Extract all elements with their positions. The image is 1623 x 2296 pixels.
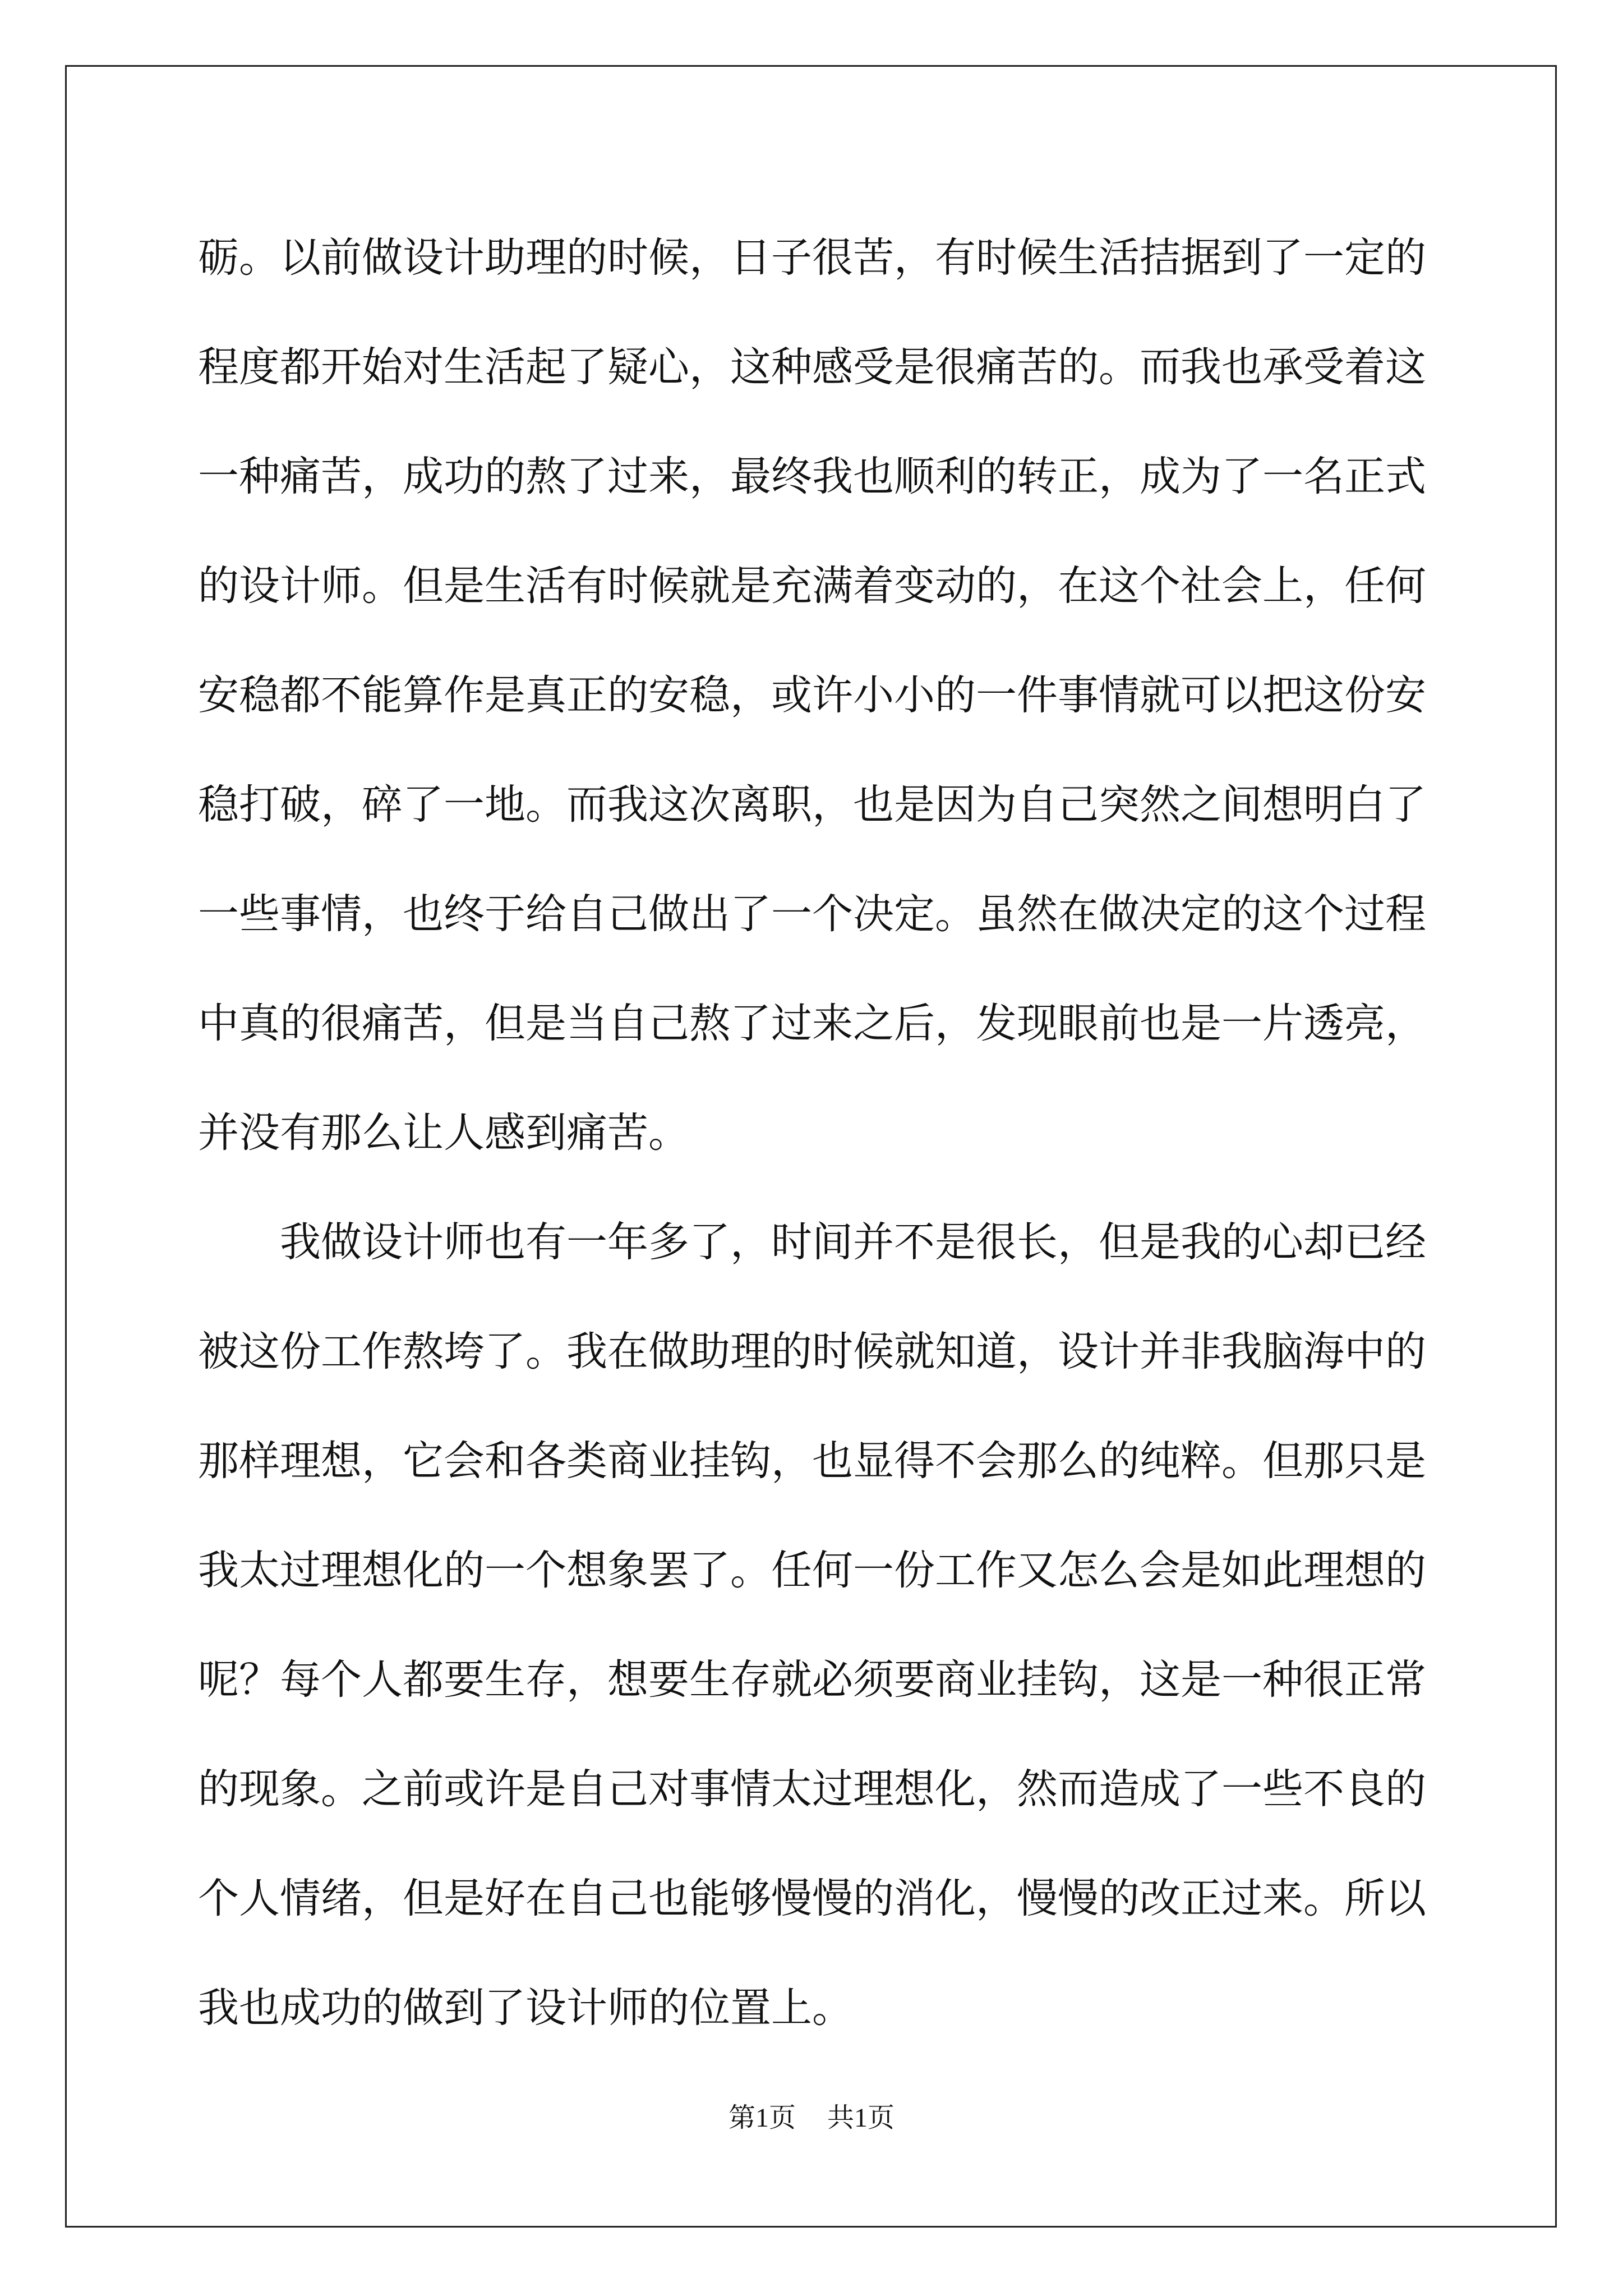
text-line: 稳打破，碎了一地。而我这次离职，也是因为自己突然之间想明白了 xyxy=(198,781,1426,829)
text-line: 中真的很痛苦，但是当自己熬了过来之后，发现眼前也是一片透亮， xyxy=(198,1000,1426,1047)
page-number: 第1页 xyxy=(728,2103,796,2133)
text-line: 一种痛苦，成功的熬了过来，最终我也顺利的转正，成为了一名正式 xyxy=(198,453,1426,500)
text-line: 我也成功的做到了设计师的位置上。 xyxy=(198,1984,853,2032)
text-line: 一些事情，也终于给自己做出了一个决定。虽然在做决定的这个过程 xyxy=(198,890,1426,938)
text-line: 程度都开始对生活起了疑心，这种感受是很痛苦的。而我也承受着这 xyxy=(198,343,1426,391)
text-line: 砺。以前做设计助理的时候，日子很苦，有时候生活拮据到了一定的 xyxy=(198,234,1426,282)
text-line: 并没有那么让人感到痛苦。 xyxy=(198,1109,689,1157)
text-line: 个人情绪，但是好在自己也能够慢慢的消化，慢慢的改正过来。所以 xyxy=(198,1875,1426,1922)
text-line: 的设计师。但是生活有时候就是充满着变动的，在这个社会上，任何 xyxy=(198,562,1426,610)
text-line: 我做设计师也有一年多了，时间并不是很长，但是我的心却已经 xyxy=(280,1218,1426,1266)
text-line: 那样理想，它会和各类商业挂钩，也显得不会那么的纯粹。但那只是 xyxy=(198,1437,1426,1485)
page-footer xyxy=(0,2096,1623,2134)
text-line: 安稳都不能算作是真正的安稳，或许小小的一件事情就可以把这份安 xyxy=(198,671,1426,719)
document-body xyxy=(198,203,1426,2063)
page-total: 共1页 xyxy=(827,2103,895,2133)
text-line: 被这份工作熬垮了。我在做助理的时候就知道，设计并非我脑海中的 xyxy=(198,1328,1426,1375)
text-line: 的现象。之前或许是自己对事情太过理想化，然而造成了一些不良的 xyxy=(198,1765,1426,1813)
paragraph-2 xyxy=(198,1188,1426,2063)
paragraph-1 xyxy=(198,203,1426,1188)
text-line: 我太过理想化的一个想象罢了。任何一份工作又怎么会是如此理想的 xyxy=(198,1547,1426,1594)
text-line: 呢？每个人都要生存，想要生存就必须要商业挂钩，这是一种很正常 xyxy=(198,1656,1426,1704)
